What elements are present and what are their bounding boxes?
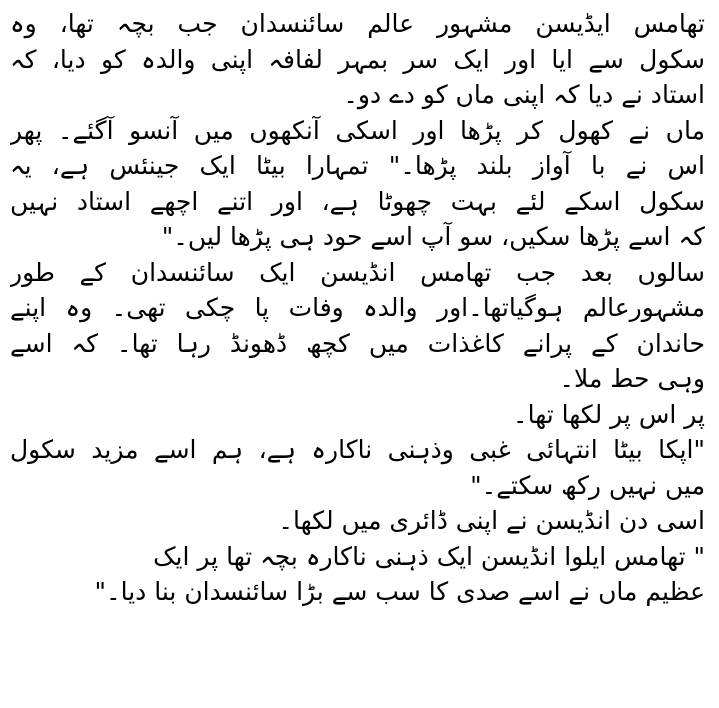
- text-line: مشہورعالم ہوگیاتھا۔اور والدہ وفات پا چکی تھی۔ وہ اپنے: [10, 293, 705, 322]
- text-line: کہ اسے پڑھا سکیں، سو آپ اسے حود ہی پڑھا لیں۔": [161, 222, 705, 251]
- text-line: پر اس پر لکھا تھا۔: [512, 399, 705, 429]
- text-line: " تھامس ایلوا انڈیسن ایک ذہنی ناکارہ بچہ تھا پر ایک: [153, 541, 705, 571]
- text-line: تھامس ایڈیسن مشہور عالم سائنسدان جب بچہ تھا، وہ: [10, 9, 705, 38]
- text-line: "اپکا بیٹا انتہائی غبی وذہنی ناکارہ ہے، ہم اسے مزید سکول: [10, 435, 705, 464]
- text-line: وہی حط ملا۔: [559, 364, 705, 393]
- text-line: اس نے با آواز بلند پڑھا۔" تمہارا بیٹا ایک جینئس ہے، یہ: [10, 151, 705, 180]
- text-line: ماں نے کھول کر پڑھا اور اسکی آنکھوں میں آنسو آگئے۔ پھر: [10, 115, 705, 145]
- text-line: حاندان کے پرانے کاغذات میں کچھ ڈھونڈ رہا تھا۔ کہ اسے: [10, 328, 705, 358]
- text-line: عظیم ماں نے اسے صدی کا سب سے بڑا سائنسدان بنا دیا۔": [94, 577, 705, 606]
- text-line: سکول اسکے لئے بہت چھوٹا ہے، اور اتنے اچھے استاد نہیں: [10, 186, 705, 216]
- text-line: سالوں بعد جب تھامس انڈیسن ایک سائنسدان کے طور: [10, 257, 705, 287]
- urdu-text-block: [10, 6, 705, 610]
- text-line: میں نہیں رکھ سکتے۔": [470, 470, 705, 500]
- text-line: استاد نے دیا کہ اپنی ماں کو دے دو۔: [343, 80, 705, 109]
- text-line: اسی دن انڈیسن نے اپنی ڈائری میں لکھا۔: [278, 506, 705, 535]
- text-line: سکول سے ایا اور ایک سر بمہر لفافہ اپنی والدہ کو دیا، کہ: [10, 44, 705, 74]
